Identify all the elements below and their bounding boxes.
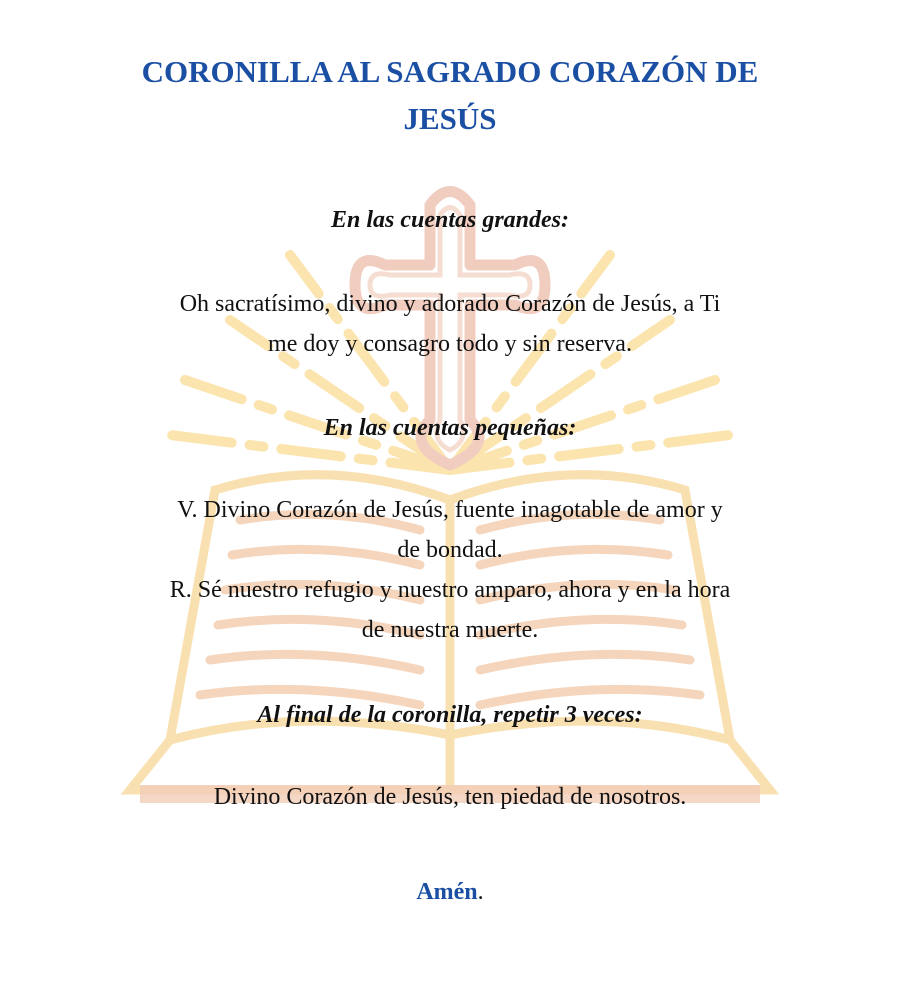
final-heading: Al final de la coronilla, repetir 3 veces: xyxy=(257,702,643,728)
final-prayer: Divino Corazón de Jesús, ten piedad de nosotros. xyxy=(213,784,687,810)
large-beads-prayer xyxy=(100,284,800,364)
response-line-2: de nuestra muerte. xyxy=(361,617,539,643)
versicle-line-2: de bondad. xyxy=(397,537,503,563)
response-line-1: R. Sé nuestro refugio y nuestro amparo, ahora y en la hora xyxy=(169,577,731,603)
amen-period: . xyxy=(477,879,484,905)
amen-line xyxy=(100,872,800,912)
large-beads-heading: En las cuentas grandes: xyxy=(330,207,570,233)
versicle-line-1: V. Divino Corazón de Jesús, fuente inagotable de amor y xyxy=(177,497,723,523)
small-beads-heading: En las cuentas pequeñas: xyxy=(323,415,577,441)
large-beads-line-2: me doy y consagro todo y sin reserva. xyxy=(268,331,632,357)
large-beads-line-1: Oh sacratísimo, divino y adorado Corazón de Jesús, a Ti xyxy=(179,291,721,317)
amen-text: Amén xyxy=(416,879,478,905)
page-title: CORONILLA AL SAGRADO CORAZÓN DE JESÚS xyxy=(141,54,759,136)
small-beads-prayer xyxy=(100,490,800,650)
